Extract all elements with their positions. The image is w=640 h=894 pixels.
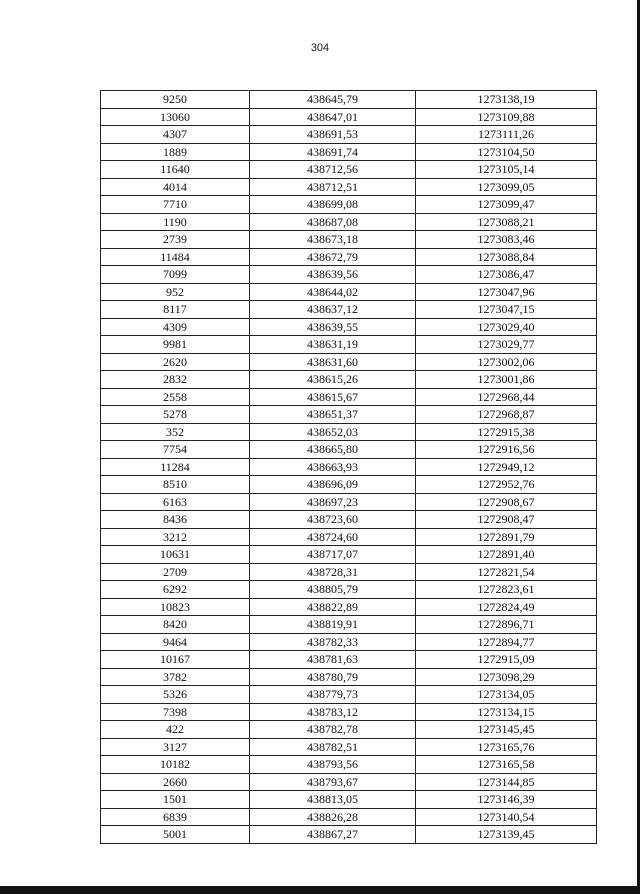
- point-id-cell: 10823: [101, 598, 250, 616]
- x-coordinate-cell: 438631,19: [250, 336, 416, 354]
- x-coordinate-cell: 438712,56: [250, 161, 416, 179]
- x-coordinate-cell: 438782,78: [250, 721, 416, 739]
- point-id-cell: 2832: [101, 371, 250, 389]
- point-id-cell: 952: [101, 283, 250, 301]
- table-row: [101, 108, 597, 126]
- table-row: [101, 721, 597, 739]
- y-coordinate-cell: 1273111,26: [416, 126, 597, 144]
- table-row: [101, 546, 597, 564]
- table-row: [101, 493, 597, 511]
- point-id-cell: 7398: [101, 703, 250, 721]
- x-coordinate-cell: 438615,67: [250, 388, 416, 406]
- x-coordinate-cell: 438793,56: [250, 756, 416, 774]
- y-coordinate-cell: 1273144,85: [416, 773, 597, 791]
- y-coordinate-cell: 1273099,47: [416, 196, 597, 214]
- table-row: [101, 266, 597, 284]
- y-coordinate-cell: 1273088,84: [416, 248, 597, 266]
- point-id-cell: 9250: [101, 91, 250, 109]
- point-id-cell: 8117: [101, 301, 250, 319]
- x-coordinate-cell: 438687,08: [250, 213, 416, 231]
- y-coordinate-cell: 1273047,15: [416, 301, 597, 319]
- y-coordinate-cell: 1273099,05: [416, 178, 597, 196]
- y-coordinate-cell: 1273165,76: [416, 738, 597, 756]
- table-row: [101, 353, 597, 371]
- table-row: [101, 248, 597, 266]
- y-coordinate-cell: 1273134,05: [416, 686, 597, 704]
- x-coordinate-cell: 438672,79: [250, 248, 416, 266]
- x-coordinate-cell: 438779,73: [250, 686, 416, 704]
- point-id-cell: 7710: [101, 196, 250, 214]
- point-id-cell: 2709: [101, 563, 250, 581]
- table-row: [101, 406, 597, 424]
- y-coordinate-cell: 1272916,56: [416, 441, 597, 459]
- table-row: [101, 808, 597, 826]
- y-coordinate-cell: 1273146,39: [416, 791, 597, 809]
- point-id-cell: 10167: [101, 651, 250, 669]
- x-coordinate-cell: 438819,91: [250, 616, 416, 634]
- y-coordinate-cell: 1273165,58: [416, 756, 597, 774]
- y-coordinate-cell: 1272949,12: [416, 458, 597, 476]
- y-coordinate-cell: 1273109,88: [416, 108, 597, 126]
- y-coordinate-cell: 1273088,21: [416, 213, 597, 231]
- point-id-cell: 10182: [101, 756, 250, 774]
- table-row: [101, 196, 597, 214]
- point-id-cell: 5001: [101, 826, 250, 844]
- point-id-cell: 5326: [101, 686, 250, 704]
- y-coordinate-cell: 1272908,47: [416, 511, 597, 529]
- x-coordinate-cell: 438637,12: [250, 301, 416, 319]
- y-coordinate-cell: 1272968,44: [416, 388, 597, 406]
- coordinates-table: [100, 90, 597, 844]
- x-coordinate-cell: 438639,55: [250, 318, 416, 336]
- y-coordinate-cell: 1272915,38: [416, 423, 597, 441]
- point-id-cell: 7099: [101, 266, 250, 284]
- x-coordinate-cell: 438647,01: [250, 108, 416, 126]
- y-coordinate-cell: 1273104,50: [416, 143, 597, 161]
- y-coordinate-cell: 1273029,77: [416, 336, 597, 354]
- table-row: [101, 633, 597, 651]
- point-id-cell: 2660: [101, 773, 250, 791]
- table-row: [101, 301, 597, 319]
- table-row: [101, 511, 597, 529]
- table-row: [101, 143, 597, 161]
- y-coordinate-cell: 1273083,46: [416, 231, 597, 249]
- table-row: [101, 441, 597, 459]
- y-coordinate-cell: 1272968,87: [416, 406, 597, 424]
- x-coordinate-cell: 438783,12: [250, 703, 416, 721]
- table-row: [101, 791, 597, 809]
- table-row: [101, 581, 597, 599]
- table-row: [101, 126, 597, 144]
- x-coordinate-cell: 438867,27: [250, 826, 416, 844]
- y-coordinate-cell: 1272952,76: [416, 476, 597, 494]
- table-row: [101, 528, 597, 546]
- point-id-cell: 6292: [101, 581, 250, 599]
- point-id-cell: 4014: [101, 178, 250, 196]
- table-row: [101, 318, 597, 336]
- x-coordinate-cell: 438673,18: [250, 231, 416, 249]
- y-coordinate-cell: 1272824,49: [416, 598, 597, 616]
- table-row: [101, 91, 597, 109]
- table-row: [101, 756, 597, 774]
- table-row: [101, 178, 597, 196]
- x-coordinate-cell: 438696,09: [250, 476, 416, 494]
- x-coordinate-cell: 438712,51: [250, 178, 416, 196]
- point-id-cell: 3127: [101, 738, 250, 756]
- table-row: [101, 651, 597, 669]
- x-coordinate-cell: 438699,08: [250, 196, 416, 214]
- x-coordinate-cell: 438631,60: [250, 353, 416, 371]
- x-coordinate-cell: 438728,31: [250, 563, 416, 581]
- table-row: [101, 283, 597, 301]
- y-coordinate-cell: 1272896,71: [416, 616, 597, 634]
- x-coordinate-cell: 438826,28: [250, 808, 416, 826]
- point-id-cell: 6163: [101, 493, 250, 511]
- table-row: [101, 458, 597, 476]
- point-id-cell: 3212: [101, 528, 250, 546]
- point-id-cell: 1501: [101, 791, 250, 809]
- y-coordinate-cell: 1273047,96: [416, 283, 597, 301]
- x-coordinate-cell: 438780,79: [250, 668, 416, 686]
- y-coordinate-cell: 1272915,09: [416, 651, 597, 669]
- y-coordinate-cell: 1273002,06: [416, 353, 597, 371]
- point-id-cell: 11484: [101, 248, 250, 266]
- point-id-cell: 3782: [101, 668, 250, 686]
- point-id-cell: 1889: [101, 143, 250, 161]
- y-coordinate-cell: 1273139,45: [416, 826, 597, 844]
- point-id-cell: 8436: [101, 511, 250, 529]
- table-row: [101, 563, 597, 581]
- table-row: [101, 231, 597, 249]
- table-row: [101, 703, 597, 721]
- x-coordinate-cell: 438723,60: [250, 511, 416, 529]
- table-row: [101, 213, 597, 231]
- point-id-cell: 7754: [101, 441, 250, 459]
- point-id-cell: 4307: [101, 126, 250, 144]
- point-id-cell: 6839: [101, 808, 250, 826]
- table-row: [101, 598, 597, 616]
- y-coordinate-cell: 1273086,47: [416, 266, 597, 284]
- x-coordinate-cell: 438813,05: [250, 791, 416, 809]
- y-coordinate-cell: 1273138,19: [416, 91, 597, 109]
- x-coordinate-cell: 438663,93: [250, 458, 416, 476]
- x-coordinate-cell: 438805,79: [250, 581, 416, 599]
- point-id-cell: 8420: [101, 616, 250, 634]
- y-coordinate-cell: 1272891,40: [416, 546, 597, 564]
- x-coordinate-cell: 438691,74: [250, 143, 416, 161]
- table-row: [101, 161, 597, 179]
- point-id-cell: 9464: [101, 633, 250, 651]
- point-id-cell: 422: [101, 721, 250, 739]
- y-coordinate-cell: 1272821,54: [416, 563, 597, 581]
- x-coordinate-cell: 438665,80: [250, 441, 416, 459]
- table-row: [101, 826, 597, 844]
- point-id-cell: 9981: [101, 336, 250, 354]
- y-coordinate-cell: 1272891,79: [416, 528, 597, 546]
- page-number: 304: [310, 42, 330, 54]
- y-coordinate-cell: 1273029,40: [416, 318, 597, 336]
- x-coordinate-cell: 438615,26: [250, 371, 416, 389]
- x-coordinate-cell: 438822,89: [250, 598, 416, 616]
- table-row: [101, 668, 597, 686]
- y-coordinate-cell: 1273134,15: [416, 703, 597, 721]
- scan-edge-bottom: [0, 886, 640, 894]
- y-coordinate-cell: 1273001,86: [416, 371, 597, 389]
- x-coordinate-cell: 438651,37: [250, 406, 416, 424]
- x-coordinate-cell: 438793,67: [250, 773, 416, 791]
- point-id-cell: 4309: [101, 318, 250, 336]
- point-id-cell: 1190: [101, 213, 250, 231]
- point-id-cell: 10631: [101, 546, 250, 564]
- table-row: [101, 738, 597, 756]
- x-coordinate-cell: 438717,07: [250, 546, 416, 564]
- point-id-cell: 11640: [101, 161, 250, 179]
- x-coordinate-cell: 438782,51: [250, 738, 416, 756]
- y-coordinate-cell: 1272894,77: [416, 633, 597, 651]
- table-row: [101, 476, 597, 494]
- x-coordinate-cell: 438691,53: [250, 126, 416, 144]
- table-row: [101, 371, 597, 389]
- y-coordinate-cell: 1273098,29: [416, 668, 597, 686]
- x-coordinate-cell: 438639,56: [250, 266, 416, 284]
- y-coordinate-cell: 1272823,61: [416, 581, 597, 599]
- point-id-cell: 8510: [101, 476, 250, 494]
- point-id-cell: 11284: [101, 458, 250, 476]
- table-row: [101, 388, 597, 406]
- x-coordinate-cell: 438645,79: [250, 91, 416, 109]
- y-coordinate-cell: 1272908,67: [416, 493, 597, 511]
- x-coordinate-cell: 438724,60: [250, 528, 416, 546]
- point-id-cell: 352: [101, 423, 250, 441]
- x-coordinate-cell: 438644,02: [250, 283, 416, 301]
- table-row: [101, 686, 597, 704]
- table-row: [101, 336, 597, 354]
- point-id-cell: 2558: [101, 388, 250, 406]
- table-body: [101, 91, 597, 844]
- x-coordinate-cell: 438697,23: [250, 493, 416, 511]
- x-coordinate-cell: 438782,33: [250, 633, 416, 651]
- point-id-cell: 2739: [101, 231, 250, 249]
- y-coordinate-cell: 1273145,45: [416, 721, 597, 739]
- y-coordinate-cell: 1273105,14: [416, 161, 597, 179]
- y-coordinate-cell: 1273140,54: [416, 808, 597, 826]
- table-row: [101, 423, 597, 441]
- x-coordinate-cell: 438781,63: [250, 651, 416, 669]
- x-coordinate-cell: 438652,03: [250, 423, 416, 441]
- point-id-cell: 5278: [101, 406, 250, 424]
- table-row: [101, 773, 597, 791]
- table-row: [101, 616, 597, 634]
- point-id-cell: 13060: [101, 108, 250, 126]
- point-id-cell: 2620: [101, 353, 250, 371]
